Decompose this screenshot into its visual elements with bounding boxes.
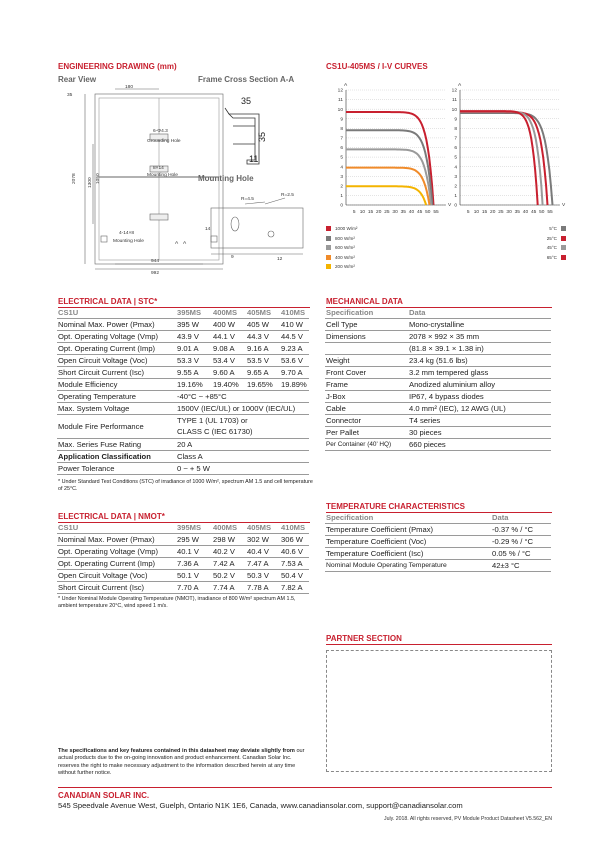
table-cell: 9.70 A [279,366,309,378]
mechanical-header-cell: Data [407,307,551,318]
stc-header-cell: 410MS [279,307,309,318]
series-line [460,112,543,205]
table-row [57,569,309,581]
table-cell: T4 series [407,414,551,426]
row-label: Per Pallet [325,426,407,438]
legend-swatch [326,245,331,250]
table-cell: 7.70 A [175,581,211,593]
row-label: Power Tolerance [57,462,175,474]
legend-item [326,253,446,263]
table-cell: 19.16% [175,378,211,390]
row-label: Operating Temperature [57,390,175,402]
x-tick-label: 40 [522,210,529,215]
table-cell: CLASS C (IEC 61730) [175,426,309,438]
table-row [325,438,551,450]
table-cell: -40°C ~ +85°C [175,390,309,402]
y-tick-label: 12 [337,88,343,94]
footer-company: CANADIAN SOLAR INC. [58,791,150,800]
x-tick-label: 25 [498,210,504,215]
cs-dim-35b: 35 [257,131,267,142]
stc-table [57,307,309,475]
table-row [325,318,551,330]
table-cell: 40.2 V [211,545,245,557]
y-tick-label: 1 [454,194,457,200]
table-row [325,402,551,414]
table-cell: 9.60 A [211,366,245,378]
x-tick-label: 55 [433,210,439,215]
y-tick-label: 9 [340,117,343,123]
legend-label: 5°C [549,226,557,232]
table-cell: 1500V (IEC/UL) or 1000V (IEC/UL) [175,402,309,414]
partner-box [326,650,552,772]
legend-label: 1000 W/m² [335,226,358,232]
gnd-label: Grounding Hole [147,139,181,144]
row-label: Opt. Operating Voltage (Vmp) [57,545,175,557]
y-tick-label: 5 [454,155,457,161]
iv-charts [324,78,564,223]
row-label: Max. Series Fuse Rating [57,438,175,450]
table-cell: 44.3 V [245,330,279,342]
row-label: J-Box [325,390,407,402]
nmot-header-cell: 410MS [279,522,309,533]
mechanical-header-cell: Specification [325,307,407,318]
x-tick-label: 25 [384,210,390,215]
table-cell: -0.29 % / °C [490,535,551,547]
table-cell: 50.2 V [211,569,245,581]
table-cell: 50.3 V [245,569,279,581]
y-tick-label: 6 [340,146,343,152]
nmot-note: * Under Nominal Module Operating Temperature (NMOT), irradiance of 800 W/m² spectrum AM 1.5, ambient temperature 20°C, wind speed 1 m/s. [58,596,296,609]
footer-address: 545 Speedvale Avenue West, Guelph, Ontario N1K 1E6, Canada, www.canadiansolar.com, support@canadiansolar.com [58,801,463,810]
table-row [325,390,551,402]
x-tick-label: 20 [490,210,496,215]
temp-title: TEMPERATURE CHARACTERISTICS [326,502,465,511]
legend-swatch [561,236,566,241]
row-label: Nominal Max. Power (Pmax) [57,318,175,330]
table-cell: 0 ~ + 5 W [175,462,309,474]
table-cell: 400 W [211,318,245,330]
x-tick-label: 50 [539,210,545,215]
x-tick-label: 45 [530,210,537,215]
row-label: Module Fire Performance [57,414,175,438]
legend-swatch [326,255,331,260]
legend-label: 600 W/m² [335,245,355,251]
mh-r2: R=2.5 [281,193,294,198]
x-tick-label: 45 [416,210,423,215]
table-row [325,523,551,535]
table-row [325,414,551,426]
legend-swatch [561,255,566,260]
table-row [57,581,309,593]
legend-item [326,224,446,234]
table-cell: 7.47 A [245,557,279,569]
y-tick-label: 4 [454,165,457,171]
row-label: Max. System Voltage [57,402,175,414]
series-line [460,111,538,205]
disclaimer [58,748,310,778]
y-tick-label: 3 [340,174,343,180]
x-tick-label: 55 [547,210,553,215]
mh-12: 12 [277,257,283,262]
rear-view-drawing [85,89,223,269]
row-label: Module Efficiency [57,378,175,390]
table-cell: 7.36 A [175,557,211,569]
table-cell: 30 pieces [407,426,551,438]
legend-swatch [326,236,331,241]
table-cell: 7.74 A [211,581,245,593]
stc-note: * Under Standard Test Conditions (STC) of irradiance of 1000 W/m², spectrum AM 1.5 and cell temperature of 25°C. [58,479,313,492]
y-tick-label: 10 [337,107,343,113]
table-row [325,378,551,390]
table-row [57,318,309,330]
table-cell: (81.8 × 39.1 × 1.38 in) [407,342,551,354]
nmot-header-cell: 400MS [211,522,245,533]
x-tick-label: 5 [466,210,470,215]
legend-label: 200 W/m² [335,264,355,270]
disclaimer-bold: The specifications and key features contained in this datasheet may deviate slightly from [58,748,295,754]
legend-label: 400 W/m² [335,254,355,260]
stc-title: ELECTRICAL DATA | STC* [58,297,158,306]
table-cell: 395 W [175,318,211,330]
y-tick-label: 0 [454,203,457,209]
y-tick-label: 8 [340,126,343,132]
dim-2078: 2078 [72,173,77,184]
legend-item [526,234,566,244]
table-row [57,402,309,414]
y-tick-label: 9 [454,117,457,123]
mech-table [325,307,551,451]
rear-view-label: Rear View [58,75,97,84]
table-row [57,545,309,557]
temp-table [325,512,551,572]
table-cell: 7.53 A [279,557,309,569]
row-label: Cable [325,402,407,414]
stc-header-cell: 405MS [245,307,279,318]
nmot-header-cell: CS1U [57,522,175,533]
table-row [57,414,309,426]
row-label: Temperature Coefficient (Voc) [325,535,490,547]
table-cell: 53.5 V [245,354,279,366]
x-tick-label: 50 [425,210,431,215]
table-cell: 660 pieces [407,438,551,450]
table-cell: 7.82 A [279,581,309,593]
table-cell: 9.08 A [211,342,245,354]
legend-label: 800 W/m² [335,235,355,241]
table-cell: 20 A [175,438,309,450]
nmot-table [57,522,309,594]
y-tick-label: 3 [454,174,457,180]
temperature-header-cell: Data [490,512,551,523]
x-tick-label: 30 [506,210,512,215]
table-row [325,354,551,366]
nmot-header-cell: 405MS [245,522,279,533]
y-tick-label: 11 [452,98,457,104]
footer-version: July. 2018. All rights reserved, PV Module Product Datasheet V5.562_EN [383,816,552,822]
dim-35: 35 [67,93,73,98]
table-cell: 0.05 % / °C [490,547,551,559]
table-row [57,378,309,390]
y-axis-letter: A [458,83,462,88]
y-tick-label: 1 [340,194,343,200]
legend-item [326,243,446,253]
table-cell: -0.37 % / °C [490,523,551,535]
row-label [325,342,407,354]
iv-title: CS1U-405MS / I-V CURVES [326,62,428,71]
table-cell: Anodized aluminium alloy [407,378,551,390]
row-label: Opt. Operating Current (Imp) [57,342,175,354]
legend-label: 65°C [546,254,557,260]
row-label: Opt. Operating Current (Imp) [57,557,175,569]
row-label: Application Classification [57,450,175,462]
row-label: Temperature Coefficient (Pmax) [325,523,490,535]
drain-label: Mounting Hole [113,239,144,244]
x-tick-label: 15 [367,210,374,215]
row-label: Dimensions [325,330,407,342]
y-tick-label: 7 [340,136,343,142]
table-row [57,354,309,366]
table-cell: 53.3 V [175,354,211,366]
iv-chart-panel [338,82,452,215]
y-tick-label: 5 [340,155,343,161]
mounting-hole-detail [211,198,303,254]
mh-r1: R=4.5 [241,197,254,202]
y-tick-label: 8 [454,126,457,132]
row-label: Opt. Operating Voltage (Vmp) [57,330,175,342]
x-tick-label: 10 [473,210,480,215]
nmot-title: ELECTRICAL DATA | NMOT* [58,512,165,521]
iv-chart-panel [452,82,566,215]
legend-item [526,253,566,263]
table-cell: 53.6 V [279,354,309,366]
x-tick-label: 20 [376,210,382,215]
drawing-title: ENGINEERING DRAWING (mm) [58,62,177,71]
stc-header-cell: 400MS [211,307,245,318]
stc-header-row [57,307,309,318]
legend-irradiance [326,224,446,272]
table-cell: 40.1 V [175,545,211,557]
y-tick-label: 2 [454,184,457,190]
row-label: Front Cover [325,366,407,378]
table-cell: 19.89% [279,378,309,390]
mech-title: MECHANICAL DATA [326,297,403,306]
legend-swatch [561,245,566,250]
row-label: Per Container (40' HQ) [325,438,407,450]
row-label: Nominal Max. Power (Pmax) [57,533,175,545]
legend-item [326,262,446,272]
mh-14: 14 [205,227,211,232]
mount-label: Mounting Hole [147,173,178,178]
y-tick-label: 0 [340,203,343,209]
cs-dim-35a: 35 [241,96,252,106]
x-tick-label: 35 [514,210,520,215]
dim-992: 992 [151,271,160,276]
table-row [57,533,309,545]
x-tick-label: 10 [359,210,366,215]
cross-section-label: Frame Cross Section A-A [198,75,295,84]
temperature-header-cell: Specification [325,512,490,523]
series-line [346,186,426,205]
table-cell: 40.6 V [279,545,309,557]
legend-temperature [526,224,566,262]
table-row [57,450,309,462]
legend-item [526,224,566,234]
table-row [325,547,551,559]
table-cell: 7.42 A [211,557,245,569]
table-cell: IP67, 4 bypass diodes [407,390,551,402]
gnd-dim: 6-Φ4.3 [153,129,168,134]
engineering-drawing [55,84,315,274]
legend-swatch [326,226,331,231]
legend-label: 25°C [546,235,557,241]
table-cell: 44.1 V [211,330,245,342]
x-tick-label: 40 [408,210,415,215]
dim-1050: 1050 [96,173,101,184]
hole-dim: 8×14 [153,166,164,171]
legend-label: 45°C [546,245,557,251]
cs-dim-11: 11 [249,154,259,164]
temperature-header-row [325,512,551,523]
row-label: Nominal Module Operating Temperature [325,559,490,571]
table-cell: 53.4 V [211,354,245,366]
table-cell: 4.0 mm² (IEC), 12 AWG (UL) [407,402,551,414]
y-axis-letter: A [344,83,348,88]
table-row [57,330,309,342]
table-row [325,535,551,547]
nmot-header-row [57,522,309,533]
mh-9: 9 [231,255,234,260]
table-cell: 7.78 A [245,581,279,593]
legend-swatch [326,264,331,269]
table-row [325,426,551,438]
table-cell: 40.4 V [245,545,279,557]
dim-a-2: A [183,241,187,246]
table-cell: 3.2 mm tempered glass [407,366,551,378]
table-cell: Class A [175,450,309,462]
x-tick-label: 30 [392,210,398,215]
table-cell: 306 W [279,533,309,545]
row-label: Temperature Coefficient (Isc) [325,547,490,559]
row-label: Open Circuit Voltage (Voc) [57,569,175,581]
table-cell: 410 W [279,318,309,330]
table-row [57,557,309,569]
mounting-hole-label: Mounting Hole [198,174,254,183]
legend-item [326,234,446,244]
stc-header-cell: 395MS [175,307,211,318]
y-tick-label: 12 [451,88,457,94]
dim-944: 944 [151,259,160,264]
row-label: Connector [325,414,407,426]
row-label: Weight [325,354,407,366]
table-cell: 42±3 °C [490,559,551,571]
table-cell: 19.65% [245,378,279,390]
x-tick-label: 35 [400,210,406,215]
table-row [57,438,309,450]
dim-a-1: A [175,241,179,246]
row-label: Short Circuit Current (Isc) [57,581,175,593]
table-cell: TYPE 1 (UL 1703) or [177,415,248,425]
table-cell: 302 W [245,533,279,545]
nmot-header-cell: 395MS [175,522,211,533]
table-cell: 9.55 A [175,366,211,378]
table-cell: 23.4 kg (51.6 lbs) [407,354,551,366]
table-row [57,366,309,378]
table-row [325,342,551,354]
y-tick-label: 6 [454,146,457,152]
table-cell: 50.1 V [175,569,211,581]
table-row [325,330,551,342]
table-row [57,342,309,354]
stc-header-cell: CS1U [57,307,175,318]
row-label: Frame [325,378,407,390]
table-cell: 9.23 A [279,342,309,354]
y-tick-label: 7 [454,136,457,142]
y-tick-label: 11 [338,98,343,104]
x-tick-label: 5 [352,210,356,215]
table-row [325,366,551,378]
dim-180: 180 [125,85,134,90]
disclaimer-rest: our actual products due to the on-going innovation and product enhancement. Canadian Solar Inc. reserves the right to make necessary adjustment to the information described herein at any time without further notice. [58,748,305,777]
table-cell: 44.5 V [279,330,309,342]
table-row [57,390,309,402]
partner-title: PARTNER SECTION [326,634,402,643]
table-cell: 43.9 V [175,330,211,342]
table-cell: 9.65 A [245,366,279,378]
row-label: Short Circuit Current (Isc) [57,366,175,378]
table-cell: 2078 × 992 × 35 mm [407,330,551,342]
table-row [325,559,551,571]
x-axis-letter: V [448,203,452,208]
table-cell: 9.16 A [245,342,279,354]
legend-swatch [561,226,566,231]
row-label: Open Circuit Voltage (Voc) [57,354,175,366]
table-cell: 405 W [245,318,279,330]
series-line [346,149,431,205]
row-label: Cell Type [325,318,407,330]
x-axis-letter: V [562,203,566,208]
table-cell: Mono-crystalline [407,318,551,330]
mechanical-header-row [325,307,551,318]
y-tick-label: 4 [340,165,343,171]
table-cell: 295 W [175,533,211,545]
table-cell: 19.40% [211,378,245,390]
y-tick-label: 2 [340,184,343,190]
dim-1300: 1300 [88,177,93,188]
table-row [57,462,309,474]
table-cell: 9.01 A [175,342,211,354]
y-tick-label: 10 [451,107,457,113]
legend-item [526,243,566,253]
table-cell: 50.4 V [279,569,309,581]
table-cell: 298 W [211,533,245,545]
x-tick-label: 15 [481,210,488,215]
drain-dim: 4-14×8 [119,231,135,236]
